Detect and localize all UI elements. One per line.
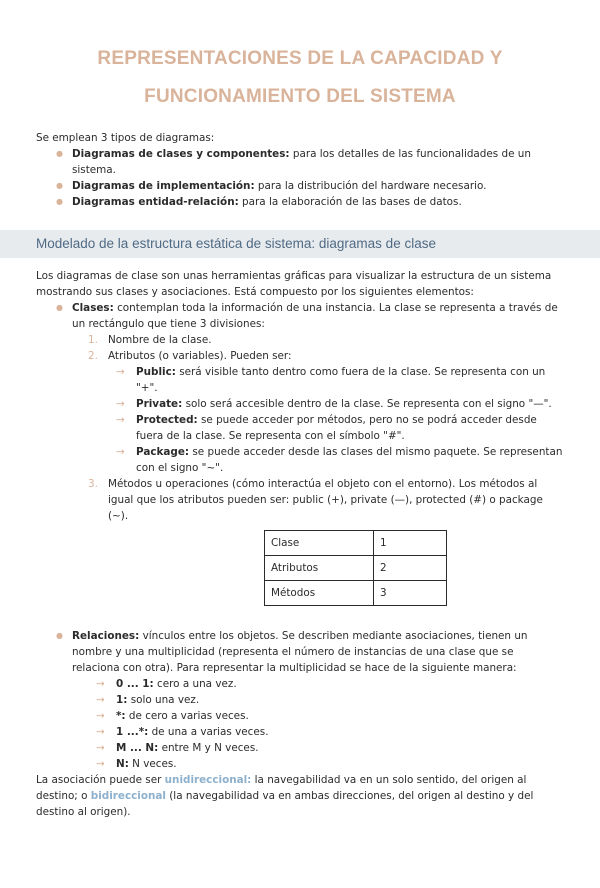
intro-block [36,130,564,210]
item-text: cero a una vez. [153,678,237,690]
item-term: Diagramas entidad-relación: [72,196,239,208]
closing-text: la navegabilidad va en un solo sentido, del origen al destino; o [36,774,527,802]
list-item-clases [36,300,564,332]
table-cell: Clase [265,531,374,556]
division-item [88,476,564,524]
division-number: 1. [88,334,98,346]
multiplicity-item [88,676,564,692]
item-text: se puede acceder por métodos, pero no se podrá acceder desde fuera de la clase. Se representa con el símbolo "#". [136,414,537,442]
table-cell: 1 [374,531,447,556]
item-text: solo será accesible dentro de la clase. Se representa con el signo "—". [182,398,552,410]
table-cell: Atributos [265,556,374,581]
item-text: N veces. [128,758,177,770]
table-cell: 3 [374,581,447,606]
highlight-unidireccional: unidireccional: [164,774,252,786]
section-paragraph: Los diagramas de clase son unas herramientas gráficas para visualizar la estructura de un sistema mostrando sus clases y asociaciones. Está compuesto por los siguientes elementos: [36,270,552,298]
arrow-icon: → [116,446,125,458]
item-term: 1 ...*: [116,726,149,738]
relations-list [36,628,564,676]
item-term: *: [116,710,126,722]
arrow-icon: → [96,678,105,690]
table-cell: Métodos [265,581,374,606]
item-text: contemplan toda la información de una instancia. La clase se representa a través de un rectángulo que tiene 3 divisiones: [72,302,558,330]
multiplicity-item [88,756,564,772]
arrow-icon: → [96,710,105,722]
division-number: 3. [88,478,98,490]
item-term: Protected: [136,414,198,426]
item-term: N: [116,758,129,770]
division-text: Nombre de la clase. [108,334,212,346]
arrow-icon: → [96,694,105,706]
visibility-list [108,364,564,476]
item-text: de una a varias veces. [148,726,269,738]
division-item [88,332,564,348]
multiplicity-item [88,724,564,740]
highlight-bidireccional: bidireccional [90,790,166,802]
table-row [265,531,447,556]
section-body [36,268,564,820]
visibility-item [108,396,564,412]
arrow-icon: → [116,414,125,426]
item-text: para la distribución del hardware necesario. [254,180,487,192]
division-number: 2. [88,350,98,362]
multiplicity-list [88,676,564,772]
item-term: Diagramas de clases y componentes: [72,148,290,160]
list-item [36,146,564,178]
item-term: Public: [136,366,176,378]
class-table [264,530,447,606]
closing-text: (la navegabilidad va en ambas direcciones, del origen al destino y del destino al origen). [36,790,534,818]
elements-list [36,300,564,332]
section-heading: Modelado de la estructura estática de sistema: diagramas de clase [0,230,600,258]
item-term: 1: [116,694,128,706]
intro-lead: Se emplean 3 tipos de diagramas: [36,132,215,144]
list-item-relaciones [36,628,564,676]
item-term: Clases: [72,302,114,314]
closing-text: La asociación puede ser [36,774,165,786]
division-text: Atributos (o variables). Pueden ser: [108,350,292,362]
item-text: solo una vez. [127,694,200,706]
item-term: Relaciones: [72,630,140,642]
item-text: para los detalles de las funcionalidades de un sistema. [72,148,531,176]
diagram-types-list [36,146,564,210]
visibility-item [108,444,564,476]
division-item [88,348,564,476]
item-term: Package: [136,446,190,458]
item-term: Private: [136,398,183,410]
item-term: M ... N: [116,742,159,754]
item-text: entre M y N veces. [158,742,259,754]
table-row [265,556,447,581]
visibility-item [108,364,564,396]
closing-paragraph [36,772,564,820]
multiplicity-item [88,708,564,724]
multiplicity-item [88,740,564,756]
visibility-item [108,412,564,444]
arrow-icon: → [116,366,125,378]
item-text: para la elaboración de las bases de datos. [238,196,462,208]
page-title: REPRESENTACIONES DE LA CAPACIDAD Y FUNCIONAMIENTO DEL SISTEMA [97,48,503,107]
item-text: será visible tanto dentro como fuera de la clase. Se representa con un "+". [136,366,546,394]
division-text: Métodos u operaciones (cómo interactúa el objeto con el entorno). Los métodos al igual que los atributos pueden ser: public (+), private (—), protected (#) o package (~). [108,478,543,522]
table-cell: 2 [374,556,447,581]
item-text: vínculos entre los objetos. Se describen mediante asociaciones, tienen un nombre y una multiplicidad (representa el número de instancias de una clase que se relaciona con otra). Para representar la multiplicidad se hace de la siguiente manera: [72,630,528,674]
arrow-icon: → [96,758,105,770]
arrow-icon: → [116,398,125,410]
arrow-icon: → [96,726,105,738]
item-text: se puede acceder desde las clases del mismo paquete. Se representan con el signo "~". [136,446,563,474]
item-text: de cero a varias veces. [125,710,249,722]
class-divisions-list [88,332,564,524]
list-item [36,178,564,194]
arrow-icon: → [96,742,105,754]
multiplicity-item [88,692,564,708]
table-row [265,581,447,606]
item-term: Diagramas de implementación: [72,180,255,192]
list-item [36,194,564,210]
item-term: 0 ... 1: [116,678,154,690]
